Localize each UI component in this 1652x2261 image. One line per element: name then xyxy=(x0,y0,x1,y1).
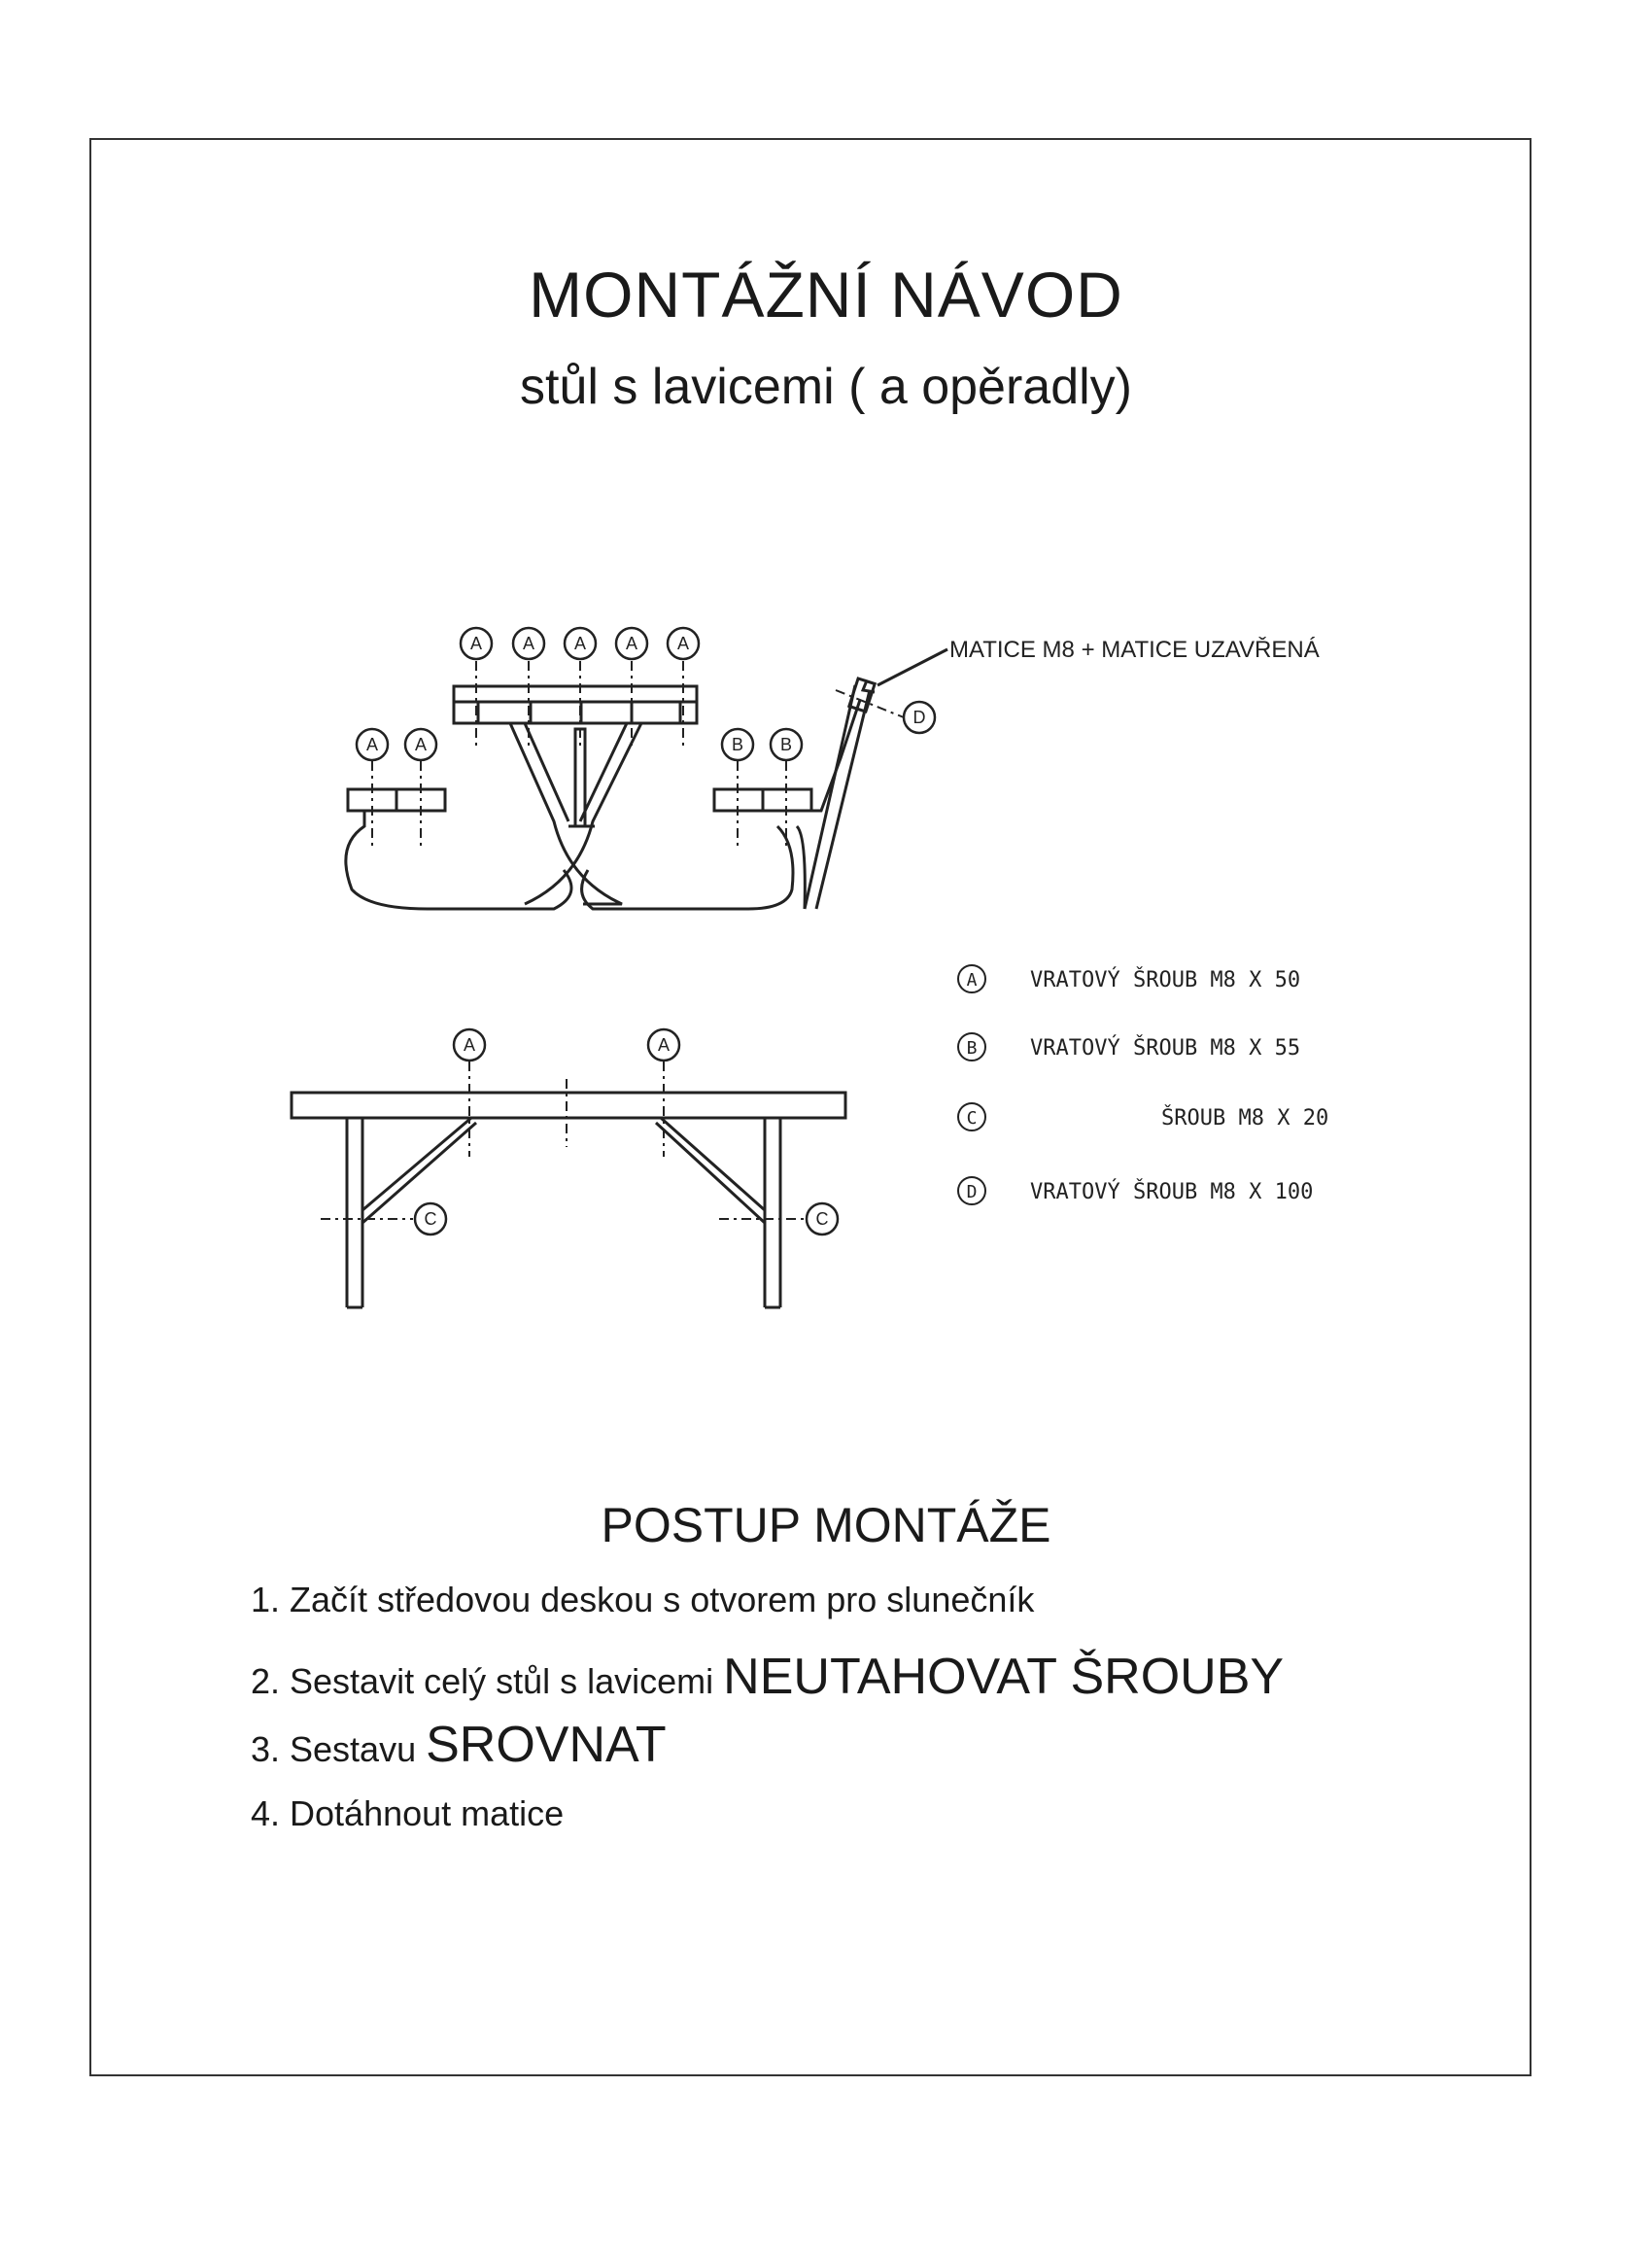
label-a: A xyxy=(573,634,587,653)
label-a: A xyxy=(657,1035,671,1055)
legend-key: C xyxy=(957,1102,986,1131)
legend-text: VRATOVÝ ŠROUB M8 X 50 xyxy=(1030,968,1301,992)
legend-key: D xyxy=(957,1176,986,1205)
step-text: 2. Sestavit celý stůl s lavicemi xyxy=(251,1661,714,1701)
legend-text: VRATOVÝ ŠROUB M8 X 100 xyxy=(1030,1180,1314,1204)
label-c: C xyxy=(424,1209,437,1229)
label-b: B xyxy=(731,735,744,754)
step-item xyxy=(251,1716,667,1774)
step-text: 3. Sestavu xyxy=(251,1729,417,1769)
legend-text: VRATOVÝ ŠROUB M8 X 55 xyxy=(1030,1036,1301,1061)
legend-key: B xyxy=(957,1032,986,1061)
step-emphasis: SROVNAT xyxy=(426,1717,667,1773)
callout-text: MATICE M8 + MATICE UZAVŘENÁ xyxy=(949,637,1320,663)
step-emphasis: NEUTAHOVAT ŠROUBY xyxy=(723,1649,1285,1705)
label-a: A xyxy=(522,634,535,653)
label-b: B xyxy=(779,735,793,754)
legend-row-a xyxy=(957,964,1301,993)
label-a: A xyxy=(469,634,483,653)
steps-heading: POSTUP MONTÁŽE xyxy=(601,1498,1051,1552)
page-subtitle: stůl s lavicemi ( a opěradly) xyxy=(520,359,1132,415)
label-c: C xyxy=(815,1209,829,1229)
page-title: MONTÁŽNÍ NÁVOD xyxy=(529,259,1123,330)
label-a: A xyxy=(365,735,379,754)
step-item xyxy=(251,1648,1284,1706)
label-d: D xyxy=(912,708,926,727)
right-bench xyxy=(582,678,876,909)
legend-text: ŠROUB M8 X 20 xyxy=(1161,1106,1329,1130)
front-view-table xyxy=(292,1093,845,1307)
step-text: 1. Začít středovou deskou s otvorem pro slunečník xyxy=(251,1580,1035,1619)
center-frame xyxy=(510,723,641,904)
label-a: A xyxy=(625,634,638,653)
left-bench xyxy=(346,789,571,909)
legend-row-b xyxy=(957,1032,1301,1061)
step-text: 4. Dotáhnout matice xyxy=(251,1793,565,1833)
legend-row-c xyxy=(957,1102,1329,1131)
legend-row-d xyxy=(957,1176,1314,1205)
table-top-boards xyxy=(454,686,697,723)
label-a: A xyxy=(676,634,690,653)
callout-leader xyxy=(878,649,947,685)
label-a: A xyxy=(414,735,428,754)
label-a: A xyxy=(463,1035,476,1055)
step-item xyxy=(251,1793,564,1834)
legend-key: A xyxy=(957,964,986,993)
step-item xyxy=(251,1580,1034,1620)
